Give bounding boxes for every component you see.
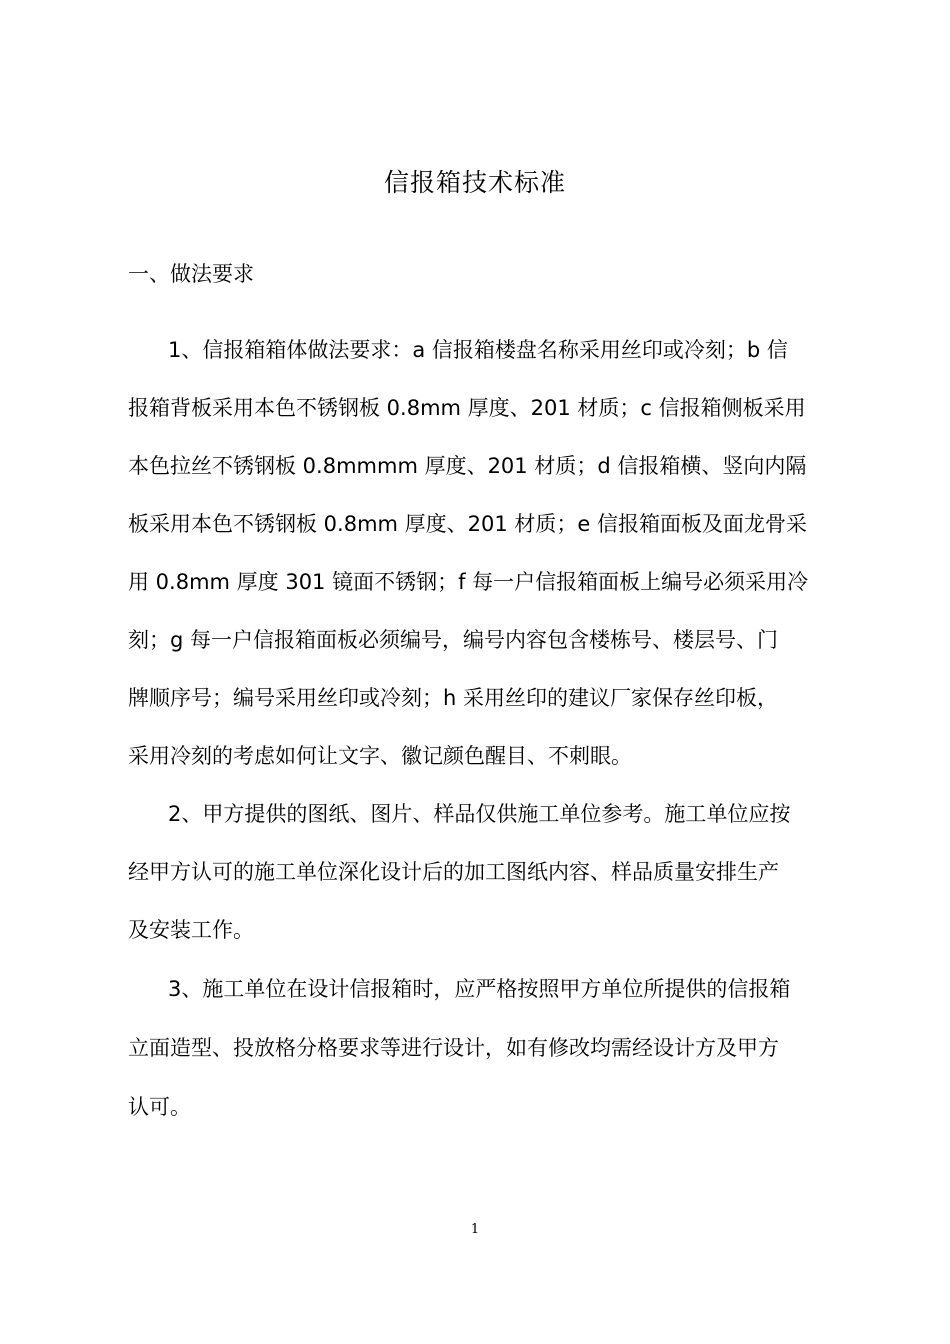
paragraph-1-line-7: 牌顺序号；编号采用丝印或冷刻；h 采用丝印的建议厂家保存丝印板， <box>128 686 778 710</box>
paragraph-3-line-2: 立面造型、投放格分格要求等进行设计，如有修改均需经设计方及甲方 <box>128 1036 779 1060</box>
paragraph-1-line-1: 1、信报箱箱体做法要求：a 信报箱楼盘名称采用丝印或冷刻；b 信 <box>168 338 788 362</box>
paragraph-3-line-1: 3、施工单位在设计信报箱时，应严格按照甲方单位所提供的信报箱 <box>168 977 791 1001</box>
paragraph-1-line-8: 采用冷刻的考虑如何让文字、徽记颜色醒目、不刺眼。 <box>128 744 632 768</box>
section-heading: 一、做法要求 <box>128 262 254 286</box>
paragraph-1-line-2: 报箱背板采用本色不锈钢板 0.8mm 厚度、201 材质；c 信报箱侧板采用 <box>128 396 806 420</box>
paragraph-3-line-3: 认可。 <box>128 1095 191 1119</box>
document-title: 信报箱技术标准 <box>383 168 566 197</box>
paragraph-2-line-1: 2、甲方提供的图纸、图片、样品仅供施工单位参考。施工单位应按 <box>168 802 791 826</box>
paragraph-2-line-2: 经甲方认可的施工单位深化设计后的加工图纸内容、样品质量安排生产 <box>128 860 779 884</box>
page-number: 1 <box>470 1222 480 1237</box>
paragraph-1-line-4: 板采用本色不锈钢板 0.8mm 厚度、201 材质；e 信报箱面板及面龙骨采 <box>128 512 808 536</box>
paragraph-1-line-5: 用 0.8mm 厚度 301 镜面不锈钢；f 每一户信报箱面板上编号必须采用冷 <box>128 570 809 594</box>
paragraph-1-line-3: 本色拉丝不锈钢板 0.8mmmm 厚度、201 材质；d 信报箱横、竖向内隔 <box>128 454 807 478</box>
paragraph-1-line-6: 刻；g 每一户信报箱面板必须编号，编号内容包含楼栋号、楼层号、门 <box>128 628 779 652</box>
paragraph-2-line-3: 及安装工作。 <box>128 918 254 942</box>
